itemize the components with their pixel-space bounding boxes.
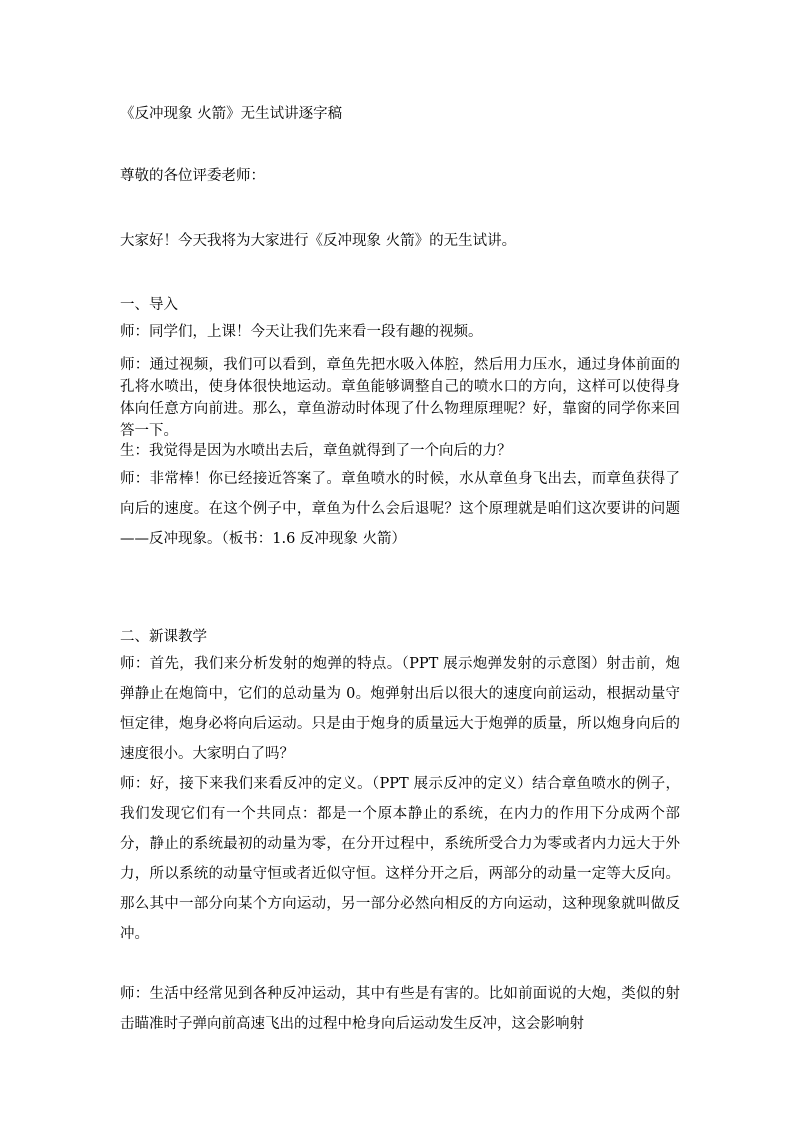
- paragraph: 师：非常棒！你已经接近答案了。章鱼喷水的时候，水从章鱼身飞出去，而章鱼获得了向后的速度。在这个例子中，章鱼为什么会后退呢？这个原理就是咱们这次要讲的问题——反冲现象。（板书：1.6 反冲现象 火箭）: [120, 471, 680, 547]
- paragraph: 师：同学们，上课！今天让我们先来看一段有趣的视频。: [120, 324, 483, 340]
- paragraph: 师：好，接下来我们来看反冲的定义。（PPT 展示反冲的定义）结合章鱼喷水的例子，我们发现它们有一个共同点：都是一个原本静止的系统，在内力的作用下分成两个部分，静止的系统最初的动量为零，在分开过程中，系统所受合力为零或者内力远大于外力，所以系统的动量守恒或者近似守恒。这样分开之后，两部分的动量一定等大反向。那么其中一部分向某个方向运动，另一部分必然向相反的方向运动，这种现象就叫做反冲。: [120, 776, 680, 942]
- section-heading-intro: 一、导入: [120, 297, 178, 313]
- paragraph: 生：我觉得是因为水喷出去后，章鱼就得到了一个向后的力？: [120, 443, 512, 459]
- document-title: 《反冲现象 火箭》无生试讲逐字稿: [120, 106, 343, 122]
- paragraph: 师：通过视频，我们可以看到，章鱼先把水吸入体腔，然后用力压水，通过身体前面的孔将水喷出，使身体很快地运动。章鱼能够调整自己的喷水口的方向，这样可以使得身体向任意方向前进。那么，章鱼游动时体现了什么物理原理呢？好，靠窗的同学你来回答一下。: [120, 357, 680, 439]
- section-heading-new-lesson: 二、新课教学: [120, 629, 207, 645]
- paragraph: 师：生活中经常见到各种反冲运动，其中有些是有害的。比如前面说的大炮，类似的射击瞄准时子弹向前高速飞出的过程中枪身向后运动发生反冲，这会影响射: [120, 986, 680, 1032]
- paragraph: 师：首先，我们来分析发射的炮弹的特点。（PPT 展示炮弹发射的示意图）射击前，炮弹静止在炮筒中，它们的总动量为 0。炮弹射出后以很大的速度向前运动，根据动量守恒定律，炮身必将向后运动。只是由于炮身的质量远大于炮弹的质量，所以炮身向后的速度很小。大家明白了吗？: [120, 656, 680, 762]
- greeting: 大家好！今天我将为大家进行《反冲现象 火箭》的无生试讲。: [120, 233, 517, 249]
- salutation: 尊敬的各位评委老师：: [120, 168, 265, 184]
